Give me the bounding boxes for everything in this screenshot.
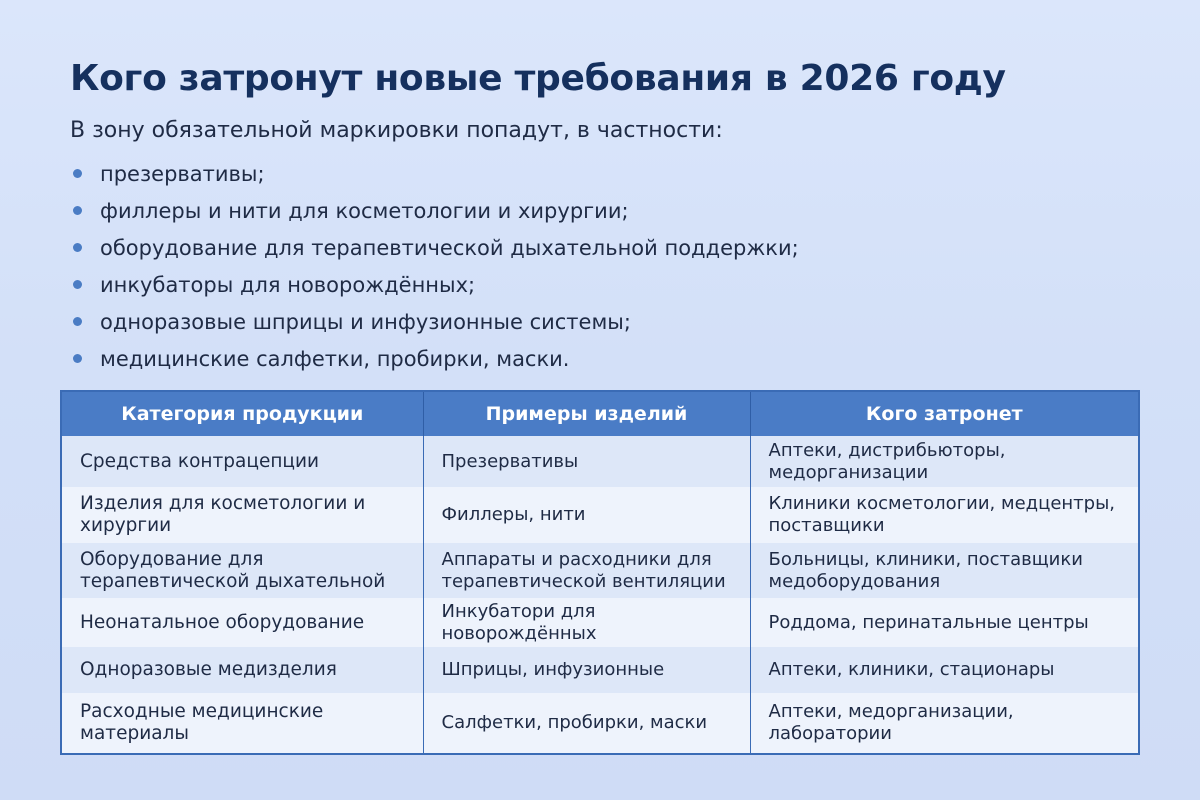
cell-category: Расходные медицинские материалы [62, 693, 423, 753]
cell-examples: Инкубатори для новорождённых [423, 598, 750, 647]
cell-category: Оборудование для терапевтической дыхательной [62, 543, 423, 598]
cell-category: Средства контрацепции [62, 436, 423, 487]
table-row [62, 487, 1138, 543]
list-item [70, 155, 799, 192]
list-item-text: медицинские салфетки, пробирки, маски. [100, 346, 570, 371]
bullet-icon [73, 243, 82, 252]
cell-examples: Салфетки, пробирки, маски [423, 693, 750, 753]
bullet-icon [73, 317, 82, 326]
list-item [70, 266, 799, 303]
cell-examples: Презервативы [423, 436, 750, 487]
list-item [70, 229, 799, 266]
cell-category: Одноразовые медизделия [62, 647, 423, 693]
table-row [62, 693, 1138, 753]
list-item [70, 303, 799, 340]
cell-affected: Больницы, клиники, поставщики медоборудования [750, 543, 1138, 598]
list-item [70, 192, 799, 229]
page-title: Кого затронут новые требования в 2026 году [70, 58, 1006, 99]
bullet-icon [73, 354, 82, 363]
table-header-row [62, 392, 1138, 436]
list-item-text: одноразовые шприцы и инфузионные системы; [100, 309, 631, 334]
cell-category: Изделия для косметологии и хирургии [62, 487, 423, 543]
cell-examples: Аппараты и расходники для терапевтической вентиляции [423, 543, 750, 598]
table-row [62, 647, 1138, 693]
cell-affected: Аптеки, клиники, стационары [750, 647, 1138, 693]
bullet-icon [73, 280, 82, 289]
column-header-category: Категория продукции [62, 392, 423, 436]
column-header-examples: Примеры изделий [423, 392, 750, 436]
table-row [62, 543, 1138, 598]
list-item-text: филлеры и нити для косметологии и хирургии; [100, 198, 629, 223]
list-item-text: оборудование для терапевтической дыхательной поддержки; [100, 235, 799, 260]
cell-examples: Шприцы, инфузионные [423, 647, 750, 693]
intro-text: В зону обязательной маркировки попадут, в частности: [70, 118, 723, 143]
cell-affected: Аптеки, медорганизации, лаборатории [750, 693, 1138, 753]
cell-examples: Филлеры, нити [423, 487, 750, 543]
bullet-icon [73, 206, 82, 215]
cell-affected: Роддома, перинатальные центры [750, 598, 1138, 647]
column-header-affected: Кого затронет [750, 392, 1138, 436]
cell-affected: Клиники косметологии, медцентры, поставщики [750, 487, 1138, 543]
list-item-text: презервативы; [100, 161, 265, 186]
marking-table [60, 390, 1140, 755]
bullet-list [70, 155, 799, 377]
bullet-icon [73, 169, 82, 178]
table-row [62, 598, 1138, 647]
list-item [70, 340, 799, 377]
cell-category: Неонатальное оборудование [62, 598, 423, 647]
table-row [62, 436, 1138, 487]
list-item-text: инкубаторы для новорождённых; [100, 272, 476, 297]
cell-affected: Аптеки, дистрибьюторы, медорганизации [750, 436, 1138, 487]
